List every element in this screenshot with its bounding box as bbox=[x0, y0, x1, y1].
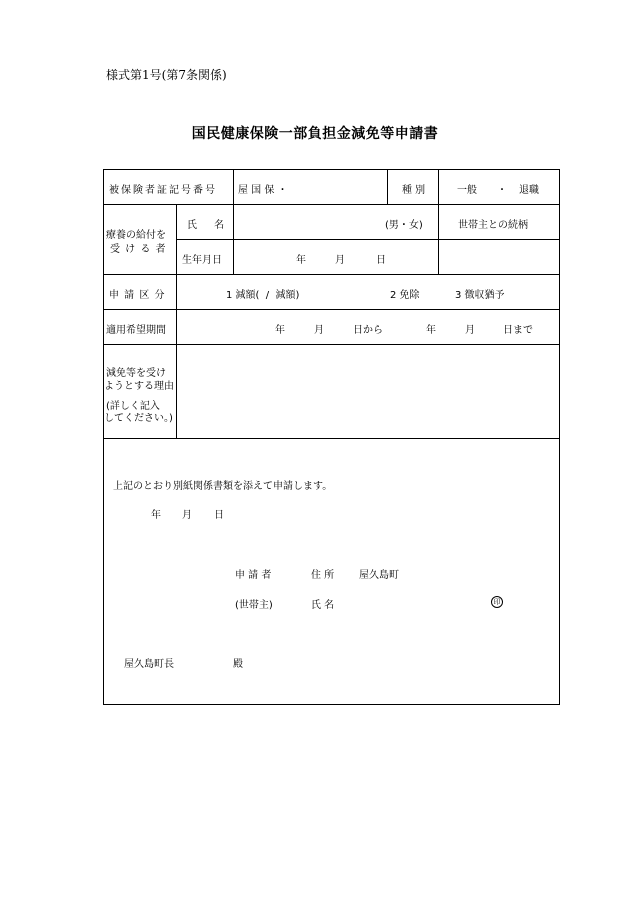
category-option-reduction: 1 減額( / 減額) bbox=[226, 290, 300, 301]
row-divider bbox=[103, 438, 560, 439]
form-title: 国民健康保険一部負担金減免等申請書 bbox=[191, 126, 439, 142]
householder-label: (世帯主) bbox=[235, 600, 273, 611]
name-label: 氏 名 bbox=[187, 220, 225, 231]
period-start-month: 月 bbox=[314, 325, 324, 336]
table-border-right bbox=[559, 169, 560, 705]
column-divider bbox=[387, 169, 388, 204]
reason-label-line3: (詳しく記入 bbox=[106, 401, 160, 412]
period-label: 適用希望期間 bbox=[106, 325, 166, 336]
insured-number-prefix: 屋 国 保 ・ bbox=[238, 185, 288, 196]
form-number: 様式第1号(第7条関係) bbox=[106, 68, 227, 82]
address-value: 屋久島町 bbox=[359, 570, 399, 581]
table-border-top bbox=[103, 169, 560, 170]
declaration-statement: 上記のとおり別紙関係書類を添えて申請します。 bbox=[113, 481, 333, 492]
category-label: 申 請 区 分 bbox=[109, 290, 166, 301]
category-option-exemption: 2 免除 bbox=[390, 290, 420, 301]
type-retired: 退職 bbox=[519, 185, 539, 196]
birth-day: 日 bbox=[376, 255, 386, 266]
insured-number-label: 被保険者証記号番号 bbox=[109, 185, 217, 196]
honorific: 殿 bbox=[233, 659, 243, 670]
reason-label-line1: 減免等を受け bbox=[106, 368, 166, 379]
recipient-label-line1: 療養の給付を bbox=[106, 230, 166, 241]
applicant-label: 申 請 者 bbox=[235, 570, 272, 581]
period-end-year: 年 bbox=[426, 325, 436, 336]
reason-label-line4: してください。) bbox=[104, 413, 173, 424]
address-label: 住 所 bbox=[311, 570, 335, 581]
gender-options: (男・女) bbox=[385, 220, 423, 231]
type-separator: ・ bbox=[497, 185, 507, 196]
column-divider bbox=[176, 204, 177, 438]
column-divider bbox=[438, 204, 439, 274]
type-general: 一般 bbox=[457, 185, 477, 196]
period-start-year: 年 bbox=[275, 325, 285, 336]
birth-year: 年 bbox=[296, 255, 306, 266]
row-divider bbox=[103, 344, 560, 345]
recipient-label-line2: 受 け る 者 bbox=[110, 244, 167, 255]
row-divider bbox=[103, 274, 560, 275]
seal-mark: 印 bbox=[491, 596, 503, 608]
birthdate-label: 生年月日 bbox=[182, 255, 222, 266]
declaration-month: 月 bbox=[182, 510, 192, 521]
period-from: 日から bbox=[353, 325, 383, 336]
declaration-year: 年 bbox=[151, 510, 161, 521]
relationship-label: 世帯主との続柄 bbox=[458, 220, 528, 231]
table-border-left bbox=[103, 169, 104, 705]
column-divider bbox=[438, 169, 439, 204]
birth-month: 月 bbox=[335, 255, 345, 266]
period-until: 日まで bbox=[503, 325, 533, 336]
period-end-month: 月 bbox=[465, 325, 475, 336]
category-option-deferral: 3 徴収猶予 bbox=[455, 290, 505, 301]
column-divider bbox=[233, 169, 234, 204]
type-label: 種 別 bbox=[402, 185, 426, 196]
reason-label-line2: ようとする理由 bbox=[104, 381, 174, 392]
row-divider bbox=[103, 309, 560, 310]
table-border-bottom bbox=[103, 704, 560, 705]
addressee: 屋久島町長 bbox=[124, 659, 174, 670]
declaration-day: 日 bbox=[214, 510, 224, 521]
applicant-name-label: 氏 名 bbox=[311, 600, 335, 611]
column-divider bbox=[233, 204, 234, 274]
row-divider bbox=[103, 204, 560, 205]
